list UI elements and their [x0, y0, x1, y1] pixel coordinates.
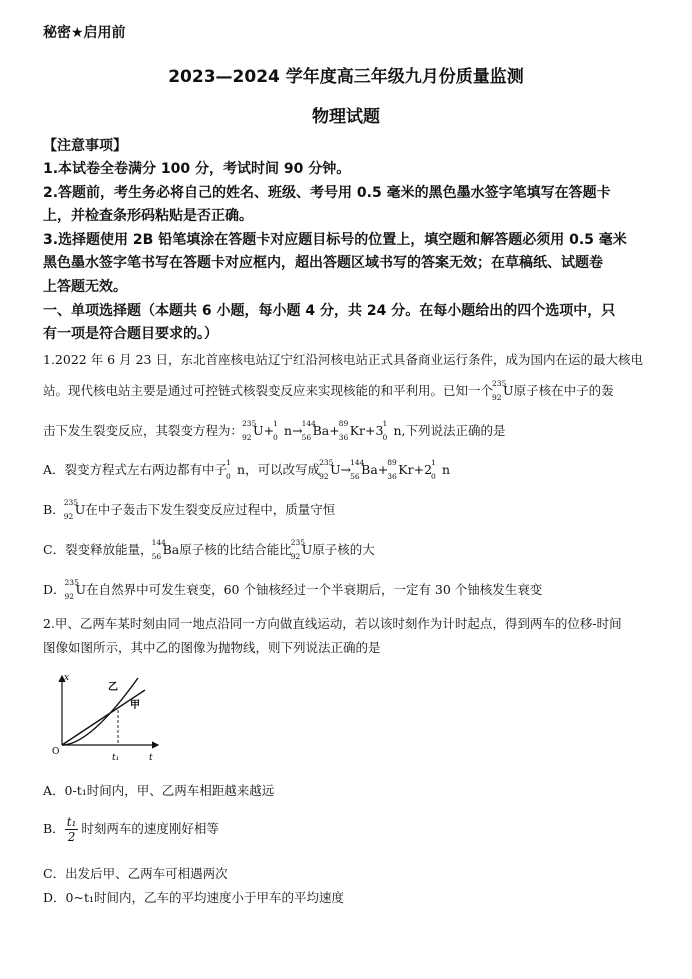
q1-option-a[interactable]: A．裂变方程式左右两边都有中子 1 0 n，可以改写成 235 92 U→ 144 56 Ba+ 89 36 Kr+2 1 0 n: [43, 458, 451, 481]
fraction-t1-over-2: $\frac{\text{t₁}}{2}$: [66, 815, 77, 844]
q1-stem-line3: 击下发生裂变反应，其裂变方程为： 235 92 U+ 1 0 n→ 144 56 Ba+ 89 36 Kr+3 1 0 n,下列说法正确的是: [43, 419, 506, 442]
origin-label: O: [52, 747, 60, 757]
notice-item: 2.答题前，考生务必将自己的姓名、班级、考号用 0.5 毫米的黑色墨水签字笔填写在答题卡: [43, 185, 611, 201]
curve-yi: [62, 678, 138, 745]
exam-title: 2023—2024 学年度高三年级九月份质量监测: [168, 67, 524, 87]
notice-item: 上答题无效。: [43, 279, 127, 295]
q2-stem-line1: 2.甲、乙两车某时刻由同一地点沿同一方向做直线运动，若以该时刻作为计时起点，得到两车的位移-时间: [43, 616, 622, 631]
label-yi: 乙: [108, 682, 118, 693]
q1-option-b[interactable]: B． 235 92 U在中子轰击下发生裂变反应过程中，质量守恒: [43, 498, 336, 521]
notice-item: 1.本试卷全卷满分 100 分，考试时间 90 分钟。: [43, 161, 351, 177]
q2-stem-line2: 图像如图所示，其中乙的图像为抛物线，则下列说法正确的是: [43, 640, 381, 655]
y-axis-label: x: [64, 673, 70, 683]
fission-equation: 235 92 U+ 1 0 n→ 144 56 Ba+ 89 36 Kr+3 1 0 n: [242, 419, 402, 442]
nuclide-u235: 235 92 U: [492, 379, 514, 402]
q2-option-a[interactable]: A．0-t₁时间内，甲、乙两车相距越来越远: [43, 783, 275, 798]
q1-option-c[interactable]: C．裂变释放能量， 144 56 Ba原子核的比结合能比 235 92 U原子核的大: [43, 538, 375, 561]
line-jia: [62, 690, 145, 745]
x-axis-label: t: [149, 753, 153, 763]
subject-title: 物理试题: [312, 107, 380, 127]
label-jia: 甲: [130, 700, 140, 711]
notice-heading: 【注意事项】: [43, 138, 127, 154]
q2-option-b[interactable]: B． $\frac{\text{t₁}}{2}$ 时刻两车的速度刚好相等: [43, 815, 219, 844]
q1-stem-line1: 1.2022 年 6 月 23 日，东北首座核电站辽宁红沿河核电站正式具备商业运行条件，成为国内在运的最大核电: [43, 352, 643, 367]
q1-stem-line2: 站。现代核电站主要是通过可控链式核裂变反应来实现核能的和平利用。已知一个 235 92 U原子核在中子的轰: [43, 379, 614, 402]
notice-item: 黑色墨水签字笔书写在答题卡对应框内，超出答题区域书写的答案无效；在草稿纸、试题卷: [43, 255, 603, 271]
confidential-label: 秘密★启用前: [43, 25, 126, 41]
q2-option-c[interactable]: C．出发后甲、乙两车可相遇两次: [43, 866, 228, 881]
q2-option-d[interactable]: D．0~t₁时间内，乙车的平均速度小于甲车的平均速度: [43, 890, 344, 905]
notice-item: 上，并检查条形码粘贴是否正确。: [43, 208, 253, 224]
q1-option-d[interactable]: D． 235 92 U在自然界中可发生衰变，60 个铀核经过一个半衰期后，一定有 30 个铀核发生衰变: [43, 578, 543, 601]
xt-graph: [50, 670, 165, 770]
notice-item: 3.选择题使用 2B 铅笔填涂在答题卡对应题目标号的位置上，填空题和解答题必须用 0.5 毫米: [43, 232, 627, 248]
section-heading-cont: 有一项是符合题目要求的。）: [43, 326, 218, 342]
t1-label: t₁: [112, 753, 120, 763]
section-heading: 一、单项选择题（本题共 6 小题，每小题 4 分，共 24 分。在每小题给出的四个选项中，只: [43, 303, 616, 319]
